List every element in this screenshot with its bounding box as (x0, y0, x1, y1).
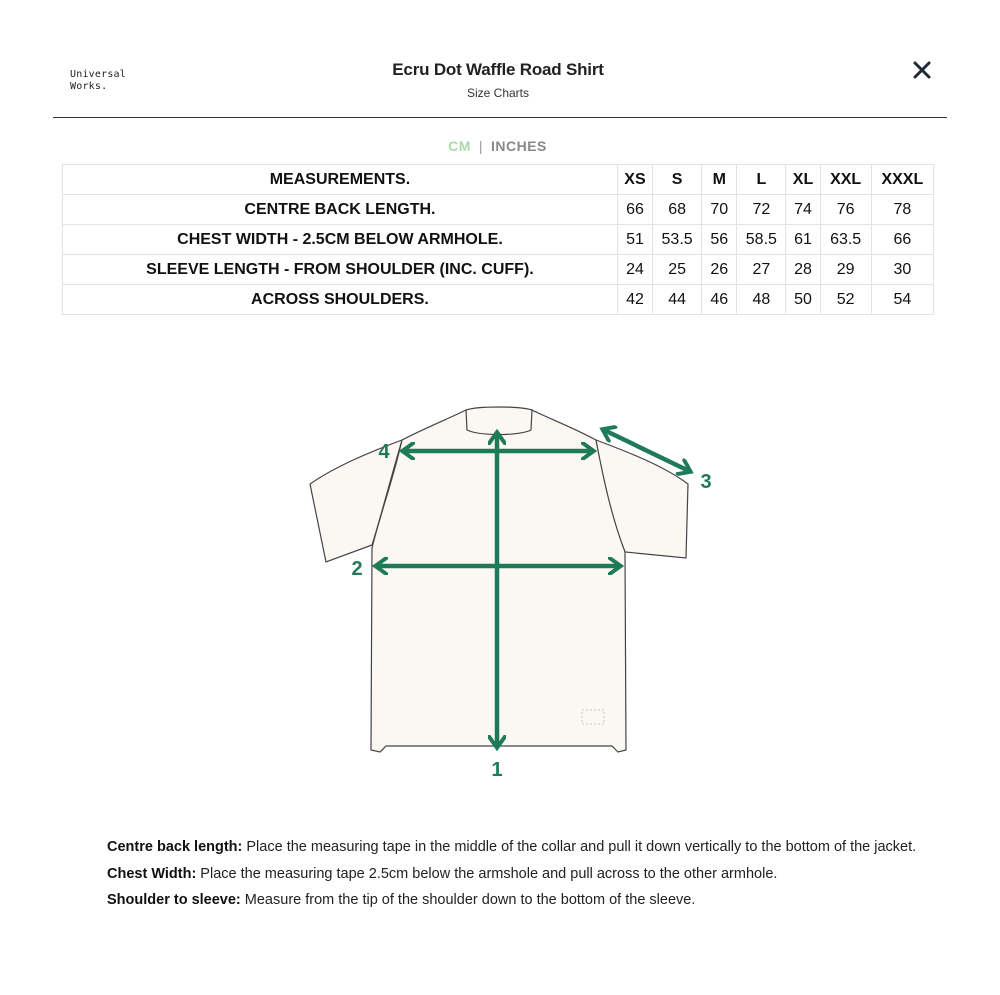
table-cell: 26 (702, 255, 737, 285)
table-cell: 48 (737, 285, 786, 315)
brand-logo-line2: Works. (70, 81, 108, 92)
column-header-measurements: MEASUREMENTS. (63, 165, 618, 195)
table-cell: 66 (617, 195, 652, 225)
table-row (63, 285, 934, 315)
table-cell: 28 (786, 255, 820, 285)
note-term: Shoulder to sleeve: (107, 892, 241, 908)
brand-logo-line1: Universal (70, 69, 126, 80)
note-term: Centre back length: (107, 839, 243, 855)
unit-inches-tab[interactable]: INCHES (491, 138, 547, 154)
measurement-diagram (300, 395, 720, 780)
diagram-label-1: 1 (491, 759, 503, 780)
column-header-size: XXXL (871, 165, 933, 195)
table-cell: 58.5 (737, 225, 786, 255)
note-text: Place the measuring tape 2.5cm below the armshole and pull across to the other armhole. (196, 865, 778, 882)
row-label: ACROSS SHOULDERS. (63, 285, 618, 315)
shirt-diagram-svg (300, 395, 720, 780)
note-shoulder-to-sleeve (107, 887, 937, 914)
diagram-label-4: 4 (378, 441, 390, 463)
table-row (63, 195, 934, 225)
row-label: CENTRE BACK LENGTH. (63, 195, 618, 225)
table-cell: 53.5 (653, 225, 702, 255)
table-row (63, 225, 934, 255)
table-cell: 24 (617, 255, 652, 285)
column-header-size: S (653, 165, 702, 195)
table-row (63, 255, 934, 285)
row-label: SLEEVE LENGTH - FROM SHOULDER (INC. CUFF). (63, 255, 618, 285)
table-header-row (63, 165, 934, 195)
table-cell: 52 (820, 285, 871, 315)
note-centre-back-length (107, 834, 937, 861)
measurement-notes (107, 834, 937, 914)
table-cell: 29 (820, 255, 871, 285)
table-cell: 42 (617, 285, 652, 315)
table-cell: 30 (871, 255, 933, 285)
row-label: CHEST WIDTH - 2.5CM BELOW ARMHOLE. (63, 225, 618, 255)
table-cell: 61 (786, 225, 820, 255)
column-header-size: XL (786, 165, 820, 195)
table-cell: 74 (786, 195, 820, 225)
table-cell: 72 (737, 195, 786, 225)
table-cell: 46 (702, 285, 737, 315)
table-cell: 50 (786, 285, 820, 315)
table-cell: 70 (702, 195, 737, 225)
column-header-size: L (737, 165, 786, 195)
table-cell: 76 (820, 195, 871, 225)
shirt-collar (466, 407, 532, 435)
table-cell: 25 (653, 255, 702, 285)
column-header-size: XXL (820, 165, 871, 195)
note-chest-width (107, 861, 937, 888)
close-button[interactable] (908, 56, 936, 84)
modal-subtitle: Size Charts (466, 86, 530, 100)
brand-logo (70, 69, 126, 93)
close-icon (908, 56, 936, 84)
table-cell: 44 (653, 285, 702, 315)
table-cell: 51 (617, 225, 652, 255)
header-divider (53, 117, 947, 118)
column-header-size: M (702, 165, 737, 195)
table-cell: 66 (871, 225, 933, 255)
note-term: Chest Width: (107, 865, 197, 882)
diagram-label-3: 3 (700, 471, 712, 493)
table-cell: 78 (871, 195, 933, 225)
size-chart-table (62, 164, 934, 315)
diagram-label-2: 2 (351, 558, 363, 580)
table-cell: 63.5 (820, 225, 871, 255)
table-cell: 27 (737, 255, 786, 285)
modal-title: Ecru Dot Waffle Road Shirt (392, 60, 604, 79)
note-text: Measure from the tip of the shoulder down to the bottom of the sleeve. (240, 892, 696, 908)
column-header-size: XS (617, 165, 652, 195)
table-cell: 56 (702, 225, 737, 255)
unit-toggle (0, 138, 995, 154)
table-cell: 68 (653, 195, 702, 225)
unit-separator: | (478, 138, 483, 154)
note-text: Place the measuring tape in the middle of the collar and pull it down vertically to the bottom of the jacket. (242, 839, 917, 855)
table-cell: 54 (871, 285, 933, 315)
unit-cm-tab[interactable]: CM (448, 138, 471, 154)
